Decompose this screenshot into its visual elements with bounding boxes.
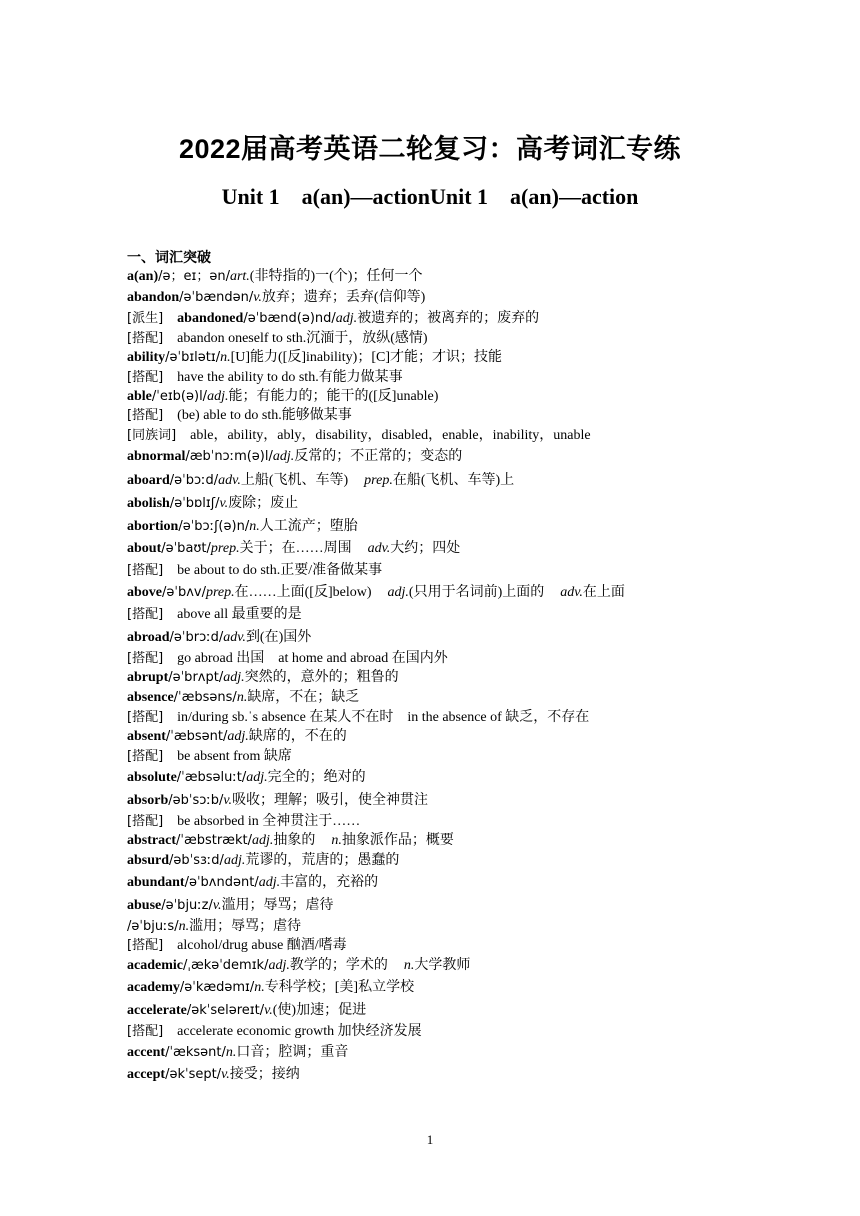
part-of-speech: v.: [219, 496, 229, 511]
part-of-speech: adj.: [268, 958, 290, 973]
vocab-entry: [127, 766, 767, 790]
phonetic: /əˈbrʌpt/: [168, 670, 224, 685]
definition: 废除；废止: [228, 496, 299, 511]
headword: about: [127, 541, 162, 556]
headword: abnormal: [127, 449, 186, 464]
headword: academy: [127, 980, 180, 995]
phonetic: /əˈkædəmɪ/: [179, 980, 255, 995]
definition: 滥用；辱骂；虐待: [221, 898, 334, 913]
part-of-speech: prep.: [210, 541, 240, 556]
vocab-entry: [127, 871, 767, 895]
phonetic: /ə；eɪ；ən/: [158, 269, 230, 284]
part-of-speech: n.: [220, 350, 231, 365]
entry-text: be absorbed in 全神贯注于……: [177, 814, 361, 829]
part-of-speech: adj.: [251, 833, 274, 848]
definition: 大约；四处: [390, 541, 461, 556]
vocab-entry: [127, 1065, 767, 1085]
part-of-speech: adj.: [258, 875, 281, 890]
phonetic: /æbˈnɔːm(ə)l/: [185, 449, 273, 464]
phonetic: /ˈeɪb(ə)l/: [151, 389, 208, 404]
part-of-speech: art.: [229, 269, 250, 284]
definition: 丰富的，充裕的: [280, 875, 379, 890]
phonetic: /əbˈsɔːb/: [168, 793, 224, 808]
vocab-entry: [127, 956, 767, 976]
phonetic: /əˈbɒlɪʃ/: [169, 496, 220, 511]
vocab-entry: [127, 387, 767, 406]
headword: accept: [127, 1067, 166, 1082]
phonetic: /əˈbɔːʃ(ə)n/: [178, 519, 250, 534]
definition: 在……上面([反]below): [234, 585, 372, 600]
headword: abrupt: [127, 670, 169, 685]
vocab-entry: [127, 727, 767, 747]
part-of-speech: adv.: [560, 585, 583, 600]
vocab-entry: [127, 1000, 767, 1022]
definition: 口音；腔调；重音: [236, 1045, 349, 1060]
part-of-speech: adv.: [367, 541, 391, 556]
part-of-speech: v.: [221, 1067, 230, 1082]
vocab-entry: [127, 936, 767, 956]
part-of-speech: adj.: [223, 670, 245, 685]
definition: 能；有能力的；能干的([反]unable): [228, 389, 439, 404]
definition: 关于；在……周围: [239, 541, 352, 556]
phonetic: /əˈbaʊt/: [161, 541, 211, 556]
headword: accent: [127, 1045, 166, 1060]
entry-tag: [派生]: [127, 311, 164, 326]
vocab-entry: [127, 309, 767, 329]
definition: 在上面: [582, 585, 625, 600]
definition: [U]能力([反]inability)；[C]才能；才识；技能: [230, 350, 502, 365]
headword: absent: [127, 729, 166, 744]
vocab-entry: [127, 603, 767, 627]
headword: academic: [127, 958, 183, 973]
phonetic: /ˈæbstrækt/: [176, 833, 252, 848]
vocab-entry: [127, 1022, 767, 1041]
vocab-entry: [127, 627, 767, 649]
part-of-speech: n.: [403, 958, 415, 973]
part-of-speech: n.: [249, 519, 260, 534]
headword: abandoned: [177, 311, 244, 326]
entry-text: have the ability to do sth.有能力做某事: [177, 370, 403, 385]
entry-tag: [搭配]: [127, 331, 164, 346]
vocab-entry: [127, 708, 767, 727]
entry-text: in/during sb.ˈs absence 在某人不在时 in the absence of 缺乏，不存在: [177, 710, 590, 725]
entry-text: (be) able to do sth.能够做某事: [177, 408, 352, 423]
definition: 人工流产；堕胎: [259, 519, 358, 534]
part-of-speech: n.: [254, 980, 265, 995]
phonetic: /əˈbʌndənt/: [184, 875, 259, 890]
entry-tag: [搭配]: [127, 408, 164, 423]
vocab-entry: [127, 538, 767, 559]
vocab-entry: [127, 287, 767, 309]
headword: abundant: [127, 875, 185, 890]
vocab-entry: [127, 469, 767, 493]
vocab-entry: [127, 1041, 767, 1065]
definition: 专科学校；[美]私立学校: [264, 980, 415, 995]
definition: 在船(飞机、车等)上: [392, 473, 515, 488]
definition: 接受；接纳: [229, 1067, 300, 1082]
vocab-entry: [127, 559, 767, 583]
headword: abuse: [127, 898, 162, 913]
vocab-entry: [127, 747, 767, 766]
entry-text: accelerate economic growth 加快经济发展: [177, 1024, 422, 1039]
vocab-entry: [127, 445, 767, 469]
definition: 大学教师: [414, 958, 471, 973]
entry-tag: [搭配]: [127, 370, 164, 385]
phonetic: /əˈbænd(ə)nd/: [243, 311, 336, 326]
vocab-entry: [127, 895, 767, 917]
part-of-speech: n.: [225, 1045, 237, 1060]
part-of-speech: v.: [253, 290, 262, 305]
vocabulary-list: [127, 267, 767, 1085]
definition: 缺席，不在；缺乏: [247, 690, 360, 705]
section-heading: 一、词汇突破: [127, 250, 211, 266]
headword: absorb: [127, 793, 169, 808]
definition: 教学的；学术的: [289, 958, 388, 973]
part-of-speech: adj.: [223, 853, 246, 868]
headword: absurd: [127, 853, 170, 868]
entry-tag: [搭配]: [127, 814, 164, 829]
headword: aboard: [127, 473, 170, 488]
part-of-speech: adj.: [246, 770, 268, 785]
definition: 上船(飞机、车等): [240, 473, 349, 488]
vocab-entry: [127, 583, 767, 603]
definition: 荒谬的，荒唐的；愚蠢的: [245, 853, 400, 868]
entry-text: be about to do sth.正要/准备做某事: [177, 563, 383, 578]
vocab-entry: [127, 790, 767, 812]
definition: 反常的；不正常的；变态的: [294, 449, 463, 464]
part-of-speech: adj.: [207, 389, 229, 404]
part-of-speech: v.: [212, 898, 222, 913]
definition: 放弃；遗弃；丢弃(信仰等): [261, 290, 426, 305]
phonetic: /əˈbrɔːd/: [169, 630, 224, 645]
vocab-entry: [127, 368, 767, 387]
entry-tag: [搭配]: [127, 1024, 164, 1039]
vocab-entry: [127, 649, 767, 668]
phonetic: /əˈbʌv/: [162, 585, 206, 600]
entry-text: be absent from 缺席: [177, 749, 292, 764]
definition: 抽象的: [273, 833, 316, 848]
headword: above: [127, 585, 162, 600]
entry-text: above all 最重要的是: [177, 607, 302, 622]
part-of-speech: n.: [178, 919, 190, 934]
definition: 滥用；辱骂；虐待: [189, 919, 302, 934]
vocab-entry: [127, 688, 767, 708]
entry-text: alcohol/drug abuse 酗酒/嗜毒: [177, 938, 347, 953]
vocab-entry: [127, 267, 767, 287]
phonetic: /əˈbjuːz/: [161, 898, 213, 913]
definition: 吸收；理解；吸引，使全神贯注: [232, 793, 429, 808]
definition: 被遗弃的；被离弃的；废弃的: [357, 311, 540, 326]
headword: abortion: [127, 519, 179, 534]
entry-tag: [搭配]: [127, 607, 164, 622]
entry-tag: [搭配]: [127, 563, 164, 578]
definition: (非特指的)一(个)；任何一个: [249, 269, 423, 284]
part-of-speech: v.: [223, 793, 233, 808]
vocab-entry: [127, 851, 767, 871]
entry-tag: [搭配]: [127, 938, 164, 953]
definition: 突然的，意外的；粗鲁的: [244, 670, 399, 685]
headword: ability: [127, 350, 166, 365]
headword: absence: [127, 690, 174, 705]
entry-text: go abroad 出国 at home and abroad 在国内外: [177, 651, 448, 666]
phonetic: /ˈæbsəluːt/: [176, 770, 247, 785]
headword: abolish: [127, 496, 170, 511]
entry-tag: [搭配]: [127, 710, 164, 725]
page-title: 2022届高考英语二轮复习：高考词汇专练: [178, 134, 682, 164]
definition: (只用于名词前)上面的: [408, 585, 545, 600]
vocab-entry: [127, 515, 767, 538]
phonetic: /ˌækəˈdemɪk/: [182, 958, 269, 973]
part-of-speech: prep.: [364, 473, 393, 488]
vocab-entry: [127, 812, 767, 831]
definition: 完全的；绝对的: [267, 770, 366, 785]
entry-tag: [搭配]: [127, 749, 164, 764]
entry-tag: [搭配]: [127, 651, 164, 666]
phonetic: /ˈæbsənt/: [165, 729, 228, 744]
phonetic: /əˈbændən/: [179, 290, 254, 305]
vocab-entry: [127, 406, 767, 426]
part-of-speech: n.: [236, 690, 248, 705]
headword: accelerate: [127, 1003, 187, 1018]
part-of-speech: adj.: [272, 449, 295, 464]
headword: abstract: [127, 833, 176, 848]
phonetic: /ˈæksənt/: [165, 1045, 226, 1060]
part-of-speech: adj.: [335, 311, 358, 326]
definition: 抽象派作品；概要: [341, 833, 454, 848]
phonetic: /əˈbjuːs/: [127, 919, 179, 934]
headword: able: [127, 389, 152, 404]
phonetic: /əˈbɪlətɪ/: [165, 350, 221, 365]
entry-tag: [同族词]: [127, 428, 177, 443]
phonetic: /əˈbɔːd/: [169, 473, 219, 488]
phonetic: /əkˈseləreɪt/: [186, 1003, 265, 1018]
entry-text: abandon oneself to sth.沉湎于，放纵(感情): [177, 331, 428, 346]
headword: abandon: [127, 290, 180, 305]
part-of-speech: n.: [331, 833, 342, 848]
definition: (使)加速；促进: [272, 1003, 367, 1018]
phonetic: /ˈæbsəns/: [173, 690, 237, 705]
entry-text: able，ability，ably，disability，disabled，enable，inability，unable: [190, 428, 591, 443]
part-of-speech: adj.: [227, 729, 249, 744]
phonetic: /əbˈsɜːd/: [169, 853, 224, 868]
definition: 到(在)国外: [245, 630, 312, 645]
part-of-speech: prep.: [205, 585, 235, 600]
unit-subtitle: Unit 1 a(an)—actionUnit 1 a(an)—action: [221, 184, 639, 209]
definition: 缺席的，不在的: [248, 729, 347, 744]
vocab-entry: [127, 348, 767, 368]
part-of-speech: adv.: [223, 630, 246, 645]
part-of-speech: v.: [264, 1003, 273, 1018]
vocab-entry: [127, 976, 767, 1000]
phonetic: /əkˈsept/: [165, 1067, 222, 1082]
vocab-entry: [127, 831, 767, 851]
part-of-speech: adv.: [218, 473, 241, 488]
part-of-speech: adj.: [387, 585, 409, 600]
vocab-entry: [127, 917, 767, 936]
headword: abroad: [127, 630, 170, 645]
headword: a(an): [127, 269, 159, 284]
page-number: 1: [426, 1132, 434, 1147]
vocab-entry: [127, 493, 767, 515]
vocab-entry: [127, 426, 767, 445]
vocab-entry: [127, 329, 767, 348]
headword: absolute: [127, 770, 177, 785]
vocab-entry: [127, 668, 767, 688]
